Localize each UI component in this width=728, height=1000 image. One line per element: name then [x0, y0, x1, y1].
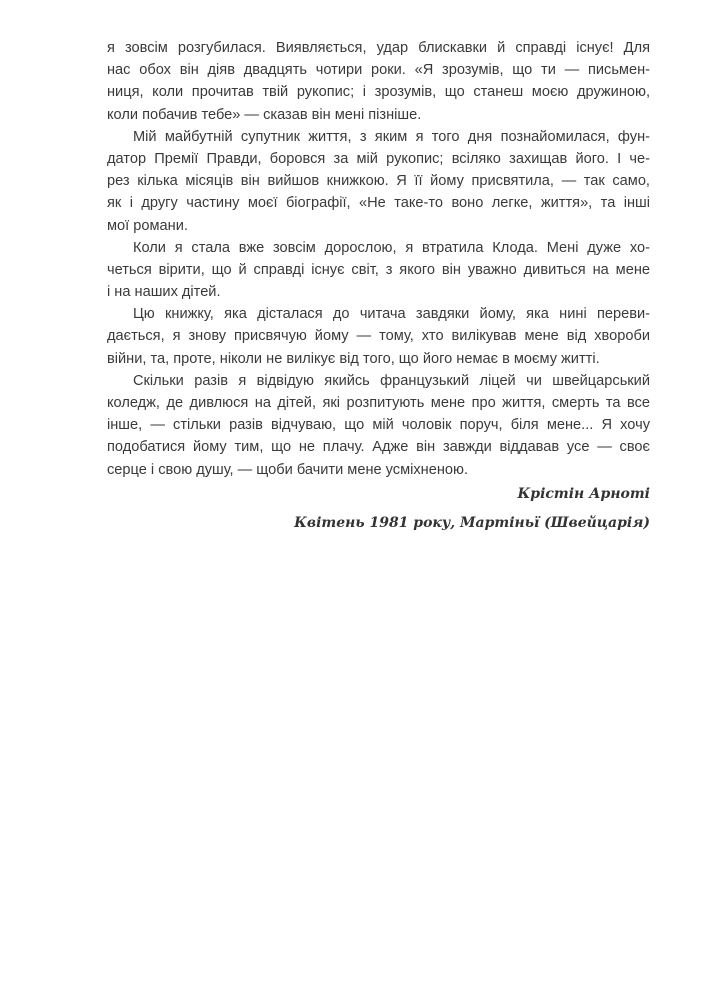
text-line: Коли я стала вже зовсім дорослою, я втратила Клода. Мені дуже хо-: [133, 239, 650, 256]
text-line: четься вірити, що й справді існує світ, з якого він уважно дивиться на мене: [107, 261, 650, 278]
text-line: нас обох він діяв двадцять чотири роки. «Я зрозумів, що ти — письмен-: [107, 62, 650, 79]
paragraph: [107, 370, 650, 481]
paragraph: [107, 303, 650, 370]
signature-author: Крістін Арноті: [517, 486, 650, 502]
text-line: рез кілька місяців він вийшов книжкою. Я її йому присвятила, — так само,: [107, 173, 650, 190]
text-line: коли побачив тебе» — сказав він мені пізніше.: [107, 106, 422, 123]
text-line: подобатися йому тим, що не плачу. Адже він завжди віддавав усе — своє: [107, 439, 650, 456]
text-line: війни, та, проте, ніколи не вилікує від того, що його немає в моєму житті.: [107, 350, 600, 367]
text-line: Скільки разів я відвідую якийсь французький ліцей чи швейцарський: [133, 372, 650, 389]
text-line: і на наших дітей.: [107, 284, 221, 301]
paragraph: [107, 126, 650, 237]
text-line: серце і свою душу, — щоби бачити мене усміхненою.: [107, 461, 469, 478]
text-line: інше, — стільки разів відчуваю, що мій чоловік поруч, біля мене... Я хочу: [107, 417, 650, 434]
text-line: як і другу частину моєї біографії, «Не таке-то воно легке, життя», та інші: [107, 195, 650, 212]
text-line: датор Премії Правди, боровся за мій рукопис; всіляко захищав його. І че-: [107, 150, 650, 167]
text-line: коледж, де дивлюся на дітей, які розпитують мене про життя, смерть та все: [107, 395, 650, 411]
text-line: я зовсім розгубилася. Виявляється, удар блискавки й справді існує! Для: [107, 40, 650, 56]
paragraph: [107, 237, 650, 304]
signature-place-date: Квітень 1981 року, Мартіньї (Швейцарія): [294, 515, 650, 531]
body-text: [107, 37, 650, 481]
text-line: Цю книжку, яка дісталася до читача завдяки йому, яка нині переви-: [133, 306, 650, 323]
text-line: Мій майбутній супутник життя, з яким я того дня познайомилася, фун-: [133, 128, 650, 145]
text-line: ниця, коли прочитав твій рукопис; і зрозумів, що станеш моєю дружиною,: [107, 84, 650, 101]
paragraph: [107, 37, 650, 126]
text-line: мої романи.: [107, 217, 188, 234]
text-line: дається, я знову присвячую йому — тому, хто вилікував мене від хвороби: [107, 328, 650, 345]
